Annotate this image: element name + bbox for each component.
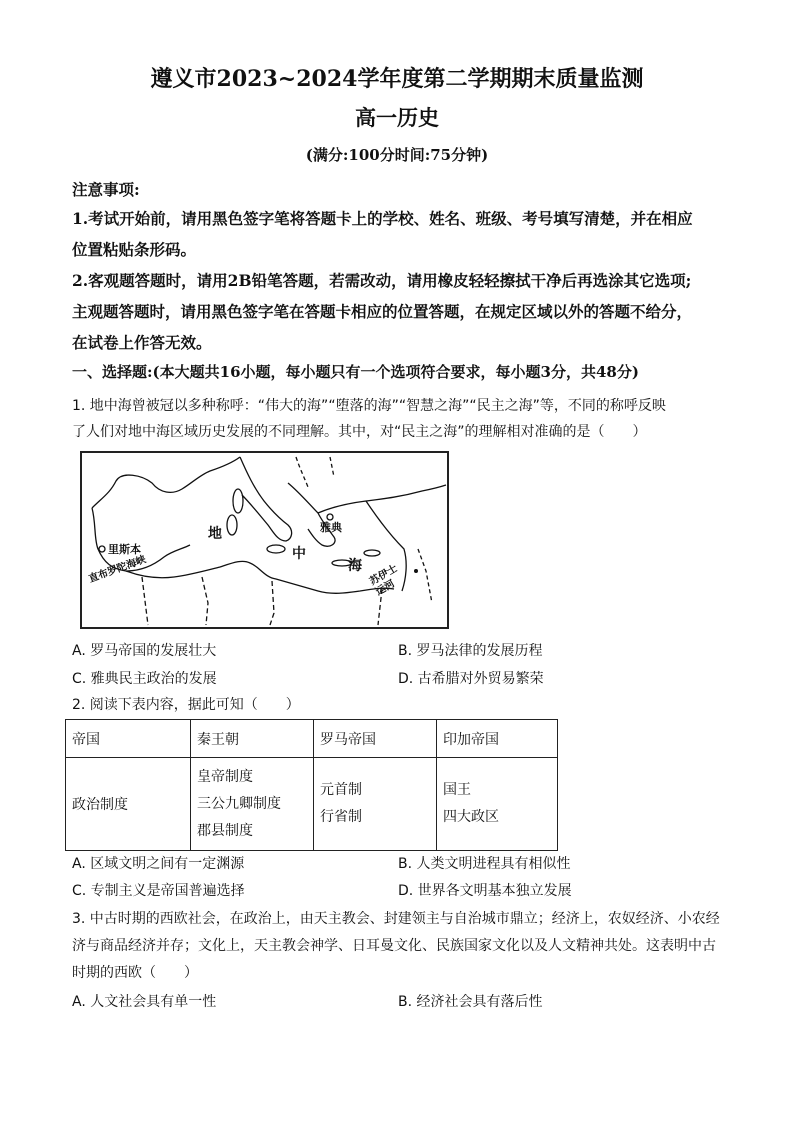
table-cell-item: 元首制 [320,782,362,798]
table-cell-inca [437,758,558,851]
map-svg [82,453,447,627]
map-label-athens: 雅典 [320,521,342,534]
notes-line: 在试卷上作答无效。 [72,333,212,352]
table-header-cell: 帝国 [66,720,191,758]
notes-line: 主观题答题时，请用黑色签字笔在答题卡相应的位置答题，在规定区域以外的答题不给分， [72,302,693,321]
table-header-cell: 秦王朝 [191,720,314,758]
table-cell-item: 郡县制度 [197,822,253,839]
map-label-lisbon: 里斯本 [108,543,141,556]
map-label-gibraltar: 直布罗陀海峡 [87,554,148,586]
table-cell-item: 行省制 [320,809,362,825]
table-header-cell: 罗马帝国 [314,720,437,758]
q1-option-d[interactable]: D. 古希腊对外贸易繁荣 [398,671,544,687]
map-label-di: 地 [208,526,222,542]
table-row-label: 政治制度 [66,758,191,851]
notes-line: 1.考试开始前，请用黑色签字笔将答题卡上的学校、姓名、班级、考号填写清楚，并在相应 [72,209,693,228]
q2-option-c[interactable]: C. 专制主义是帝国普遍选择 [72,883,245,899]
map-label-hai: 海 [348,558,362,574]
q2-option-d[interactable]: D. 世界各文明基本独立发展 [398,883,572,899]
q1-option-b[interactable]: B. 罗马法律的发展历程 [398,643,543,659]
q1-stem-line: 了人们对地中海区域历史发展的不同理解。其中，对“民主之海”的理解相对准确的是（ ） [72,424,647,440]
q2-option-b[interactable]: B. 人类文明进程具有相似性 [398,856,571,872]
map-label-zhong: 中 [292,546,306,562]
q3-stem-line: 时期的西欧（ ） [72,965,198,981]
lisbon-marker [99,546,105,552]
table-cell-qin [191,758,314,851]
table-cell-item: 国王 [443,782,471,798]
table-header-cell: 印加帝国 [437,720,558,758]
table-cell-item: 皇帝制度 [197,768,253,785]
section-heading: 一、选择题:(本大题共16小题，每小题只有一个选项符合要求，每小题3分，共48分) [72,363,639,381]
q2-table [65,719,558,851]
q3-option-a[interactable]: A. 人文社会具有单一性 [72,994,217,1010]
table-cell-item: 四大政区 [443,809,499,825]
mediterranean-map [80,451,449,629]
table-cell-rome [314,758,437,851]
suez-marker [414,569,418,573]
q3-stem-line: 济与商品经济并存；文化上，天主教会神学、日耳曼文化、民族国家文化以及人文精神共处。这表明中古 [72,938,716,954]
exam-title: 遵义市2023~2024学年度第二学期期末质量监测 [150,66,644,92]
notes-line: 2.客观题答题时，请用2B铅笔答题，若需改动，请用橡皮轻轻擦拭干净后再选涂其它选项; [72,271,692,290]
q3-stem-line: 3. 中古时期的西欧社会，在政治上，由天主教会、封建领主与自治城市鼎立；经济上，农奴经济、小农经 [72,911,720,927]
q2-option-a[interactable]: A. 区域文明之间有一定渊源 [72,856,245,872]
map-label-suez: 苏伊士运河 [368,563,400,599]
q3-option-b[interactable]: B. 经济社会具有落后性 [398,994,543,1010]
q2-stem: 2. 阅读下表内容，据此可知（ ） [72,697,300,713]
table-header-row [66,720,558,758]
notes-line: 位置粘贴条形码。 [72,240,197,259]
q1-option-a[interactable]: A. 罗马帝国的发展壮大 [72,643,217,659]
exam-subject: 高一历史 [355,105,439,130]
table-cell-item: 三公九卿制度 [197,795,281,812]
q1-stem-line: 1. 地中海曾被冠以多种称呼：“伟大的海”“堕落的海”“智慧之海”“民主之海”等，不同的称呼反映 [72,398,666,414]
exam-meta: (满分:100分时间:75分钟) [305,146,489,164]
table-row [66,758,558,851]
q1-option-c[interactable]: C. 雅典民主政治的发展 [72,671,217,687]
notes-heading: 注意事项: [72,180,140,199]
